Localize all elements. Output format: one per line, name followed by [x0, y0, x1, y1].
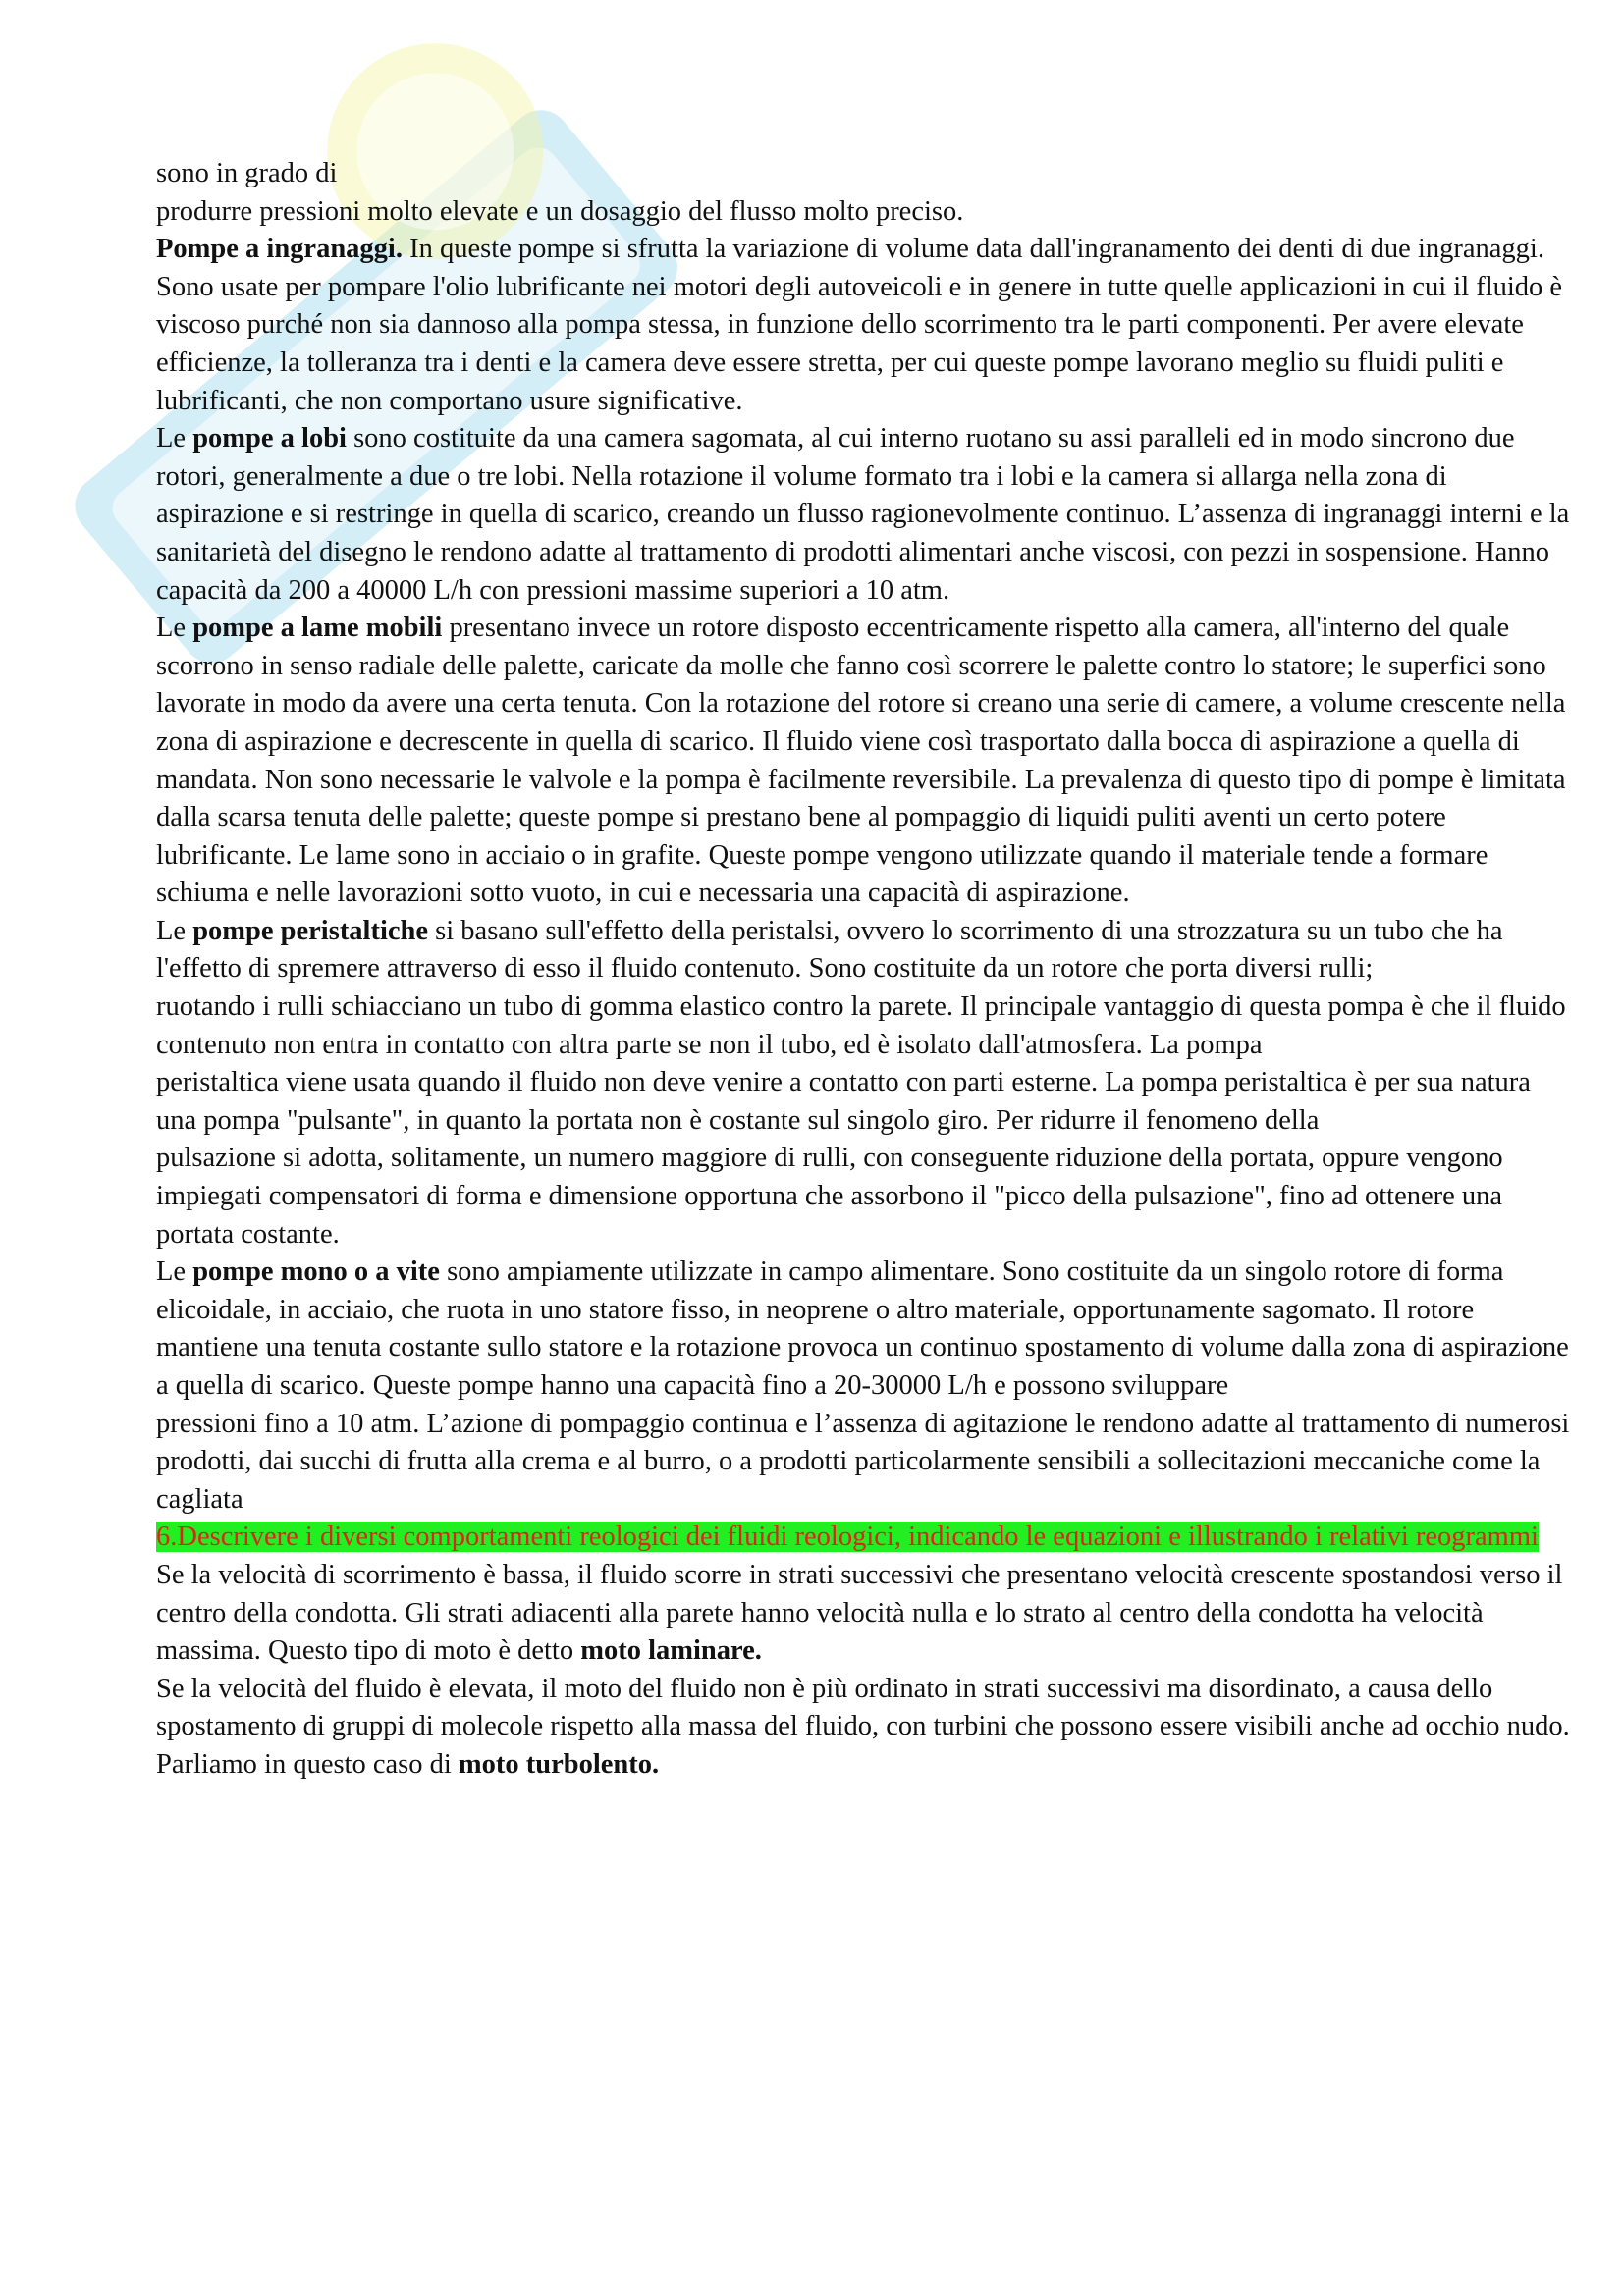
- prefix-vite: Le: [156, 1256, 193, 1288]
- text-laminare: Se la velocità di scorrimento è bassa, il fluido scorre in strati successivi che presentano velocità crescente spostandosi verso il centro della condotta. Gli strati adiacenti alla parete hanno velocità nulla e lo strato al centro della condotta ha velocità massima. Questo tipo di moto è detto: [156, 1559, 1563, 1667]
- term-peristaltiche: pompe peristaltiche: [192, 915, 429, 946]
- question-highlight: 6.Descrivere i diversi comportamenti reologici dei fluidi reologici, indicando le equazioni e illustrando i relativi reogrammi: [156, 1522, 1539, 1553]
- paragraph-turbolento: [156, 1671, 1570, 1785]
- paragraph-lame: [156, 610, 1570, 913]
- text-turbolento: Se la velocità del fluido è elevata, il moto del fluido non è più ordinato in strati successivi ma disordinato, a causa dello spostamento di gruppi di molecole rispetto alla massa del fluido, con turbini che possono essere visibili anche ad occhio nudo. Parliamo in questo caso di: [156, 1673, 1570, 1780]
- term-lobi: pompe a lobi: [192, 423, 347, 454]
- paragraph-vite-2: pressioni fino a 10 atm. L’azione di pompaggio continua e l’assenza di agitazione le rendono adatte al trattamento di numerosi prodotti, dai succhi di frutta alla crema e al burro, o a prodotti particolarmente sensibili a sollecitazioni meccaniche come la cagliata: [156, 1408, 1570, 1515]
- text-ingranaggi: In queste pompe si sfrutta la variazione di volume data dall'ingranamento dei denti di due ingranaggi. Sono usate per pompare l'olio lubrificante nei motori degli autoveicoli e in genere in tutte quelle applicazioni in cui il fluido è viscoso purché non sia dannoso alla pompa stessa, in funzione dello scorrimento tra le parti componenti. Per avere elevate efficienze, la tolleranza tra i denti e la camera deve essere stretta, per cui queste pompe lavorano meglio su fluidi puliti e lubrificanti, che non comportano usure significative.: [156, 234, 1563, 416]
- prefix-peristaltiche: Le: [156, 915, 193, 946]
- prefix-lame: Le: [156, 613, 193, 644]
- term-turbolento: moto turbolento.: [458, 1748, 660, 1780]
- heading-ingranaggi: Pompe a ingranaggi.: [156, 234, 403, 265]
- paragraph-peristaltiche-2: ruotando i rulli schiacciano un tubo di gomma elastico contro la parete. Il principale vantaggio di questa pompa è che il fluido contenuto non entra in contatto con altra parte se non il tubo, ed è isolato dall'atmosfera. La pompa: [156, 991, 1566, 1060]
- paragraph-lobi: [156, 420, 1570, 610]
- paragraph-vite: [156, 1254, 1570, 1405]
- paragraph-peristaltiche: [156, 913, 1570, 988]
- paragraph-peristaltiche-3: peristaltica viene usata quando il fluido non deve venire a contatto con parti esterne. La pompa peristaltica è per sua natura una pompa "pulsante", in quanto la portata non è costante sul singolo giro. Per ridurre il fenomeno della: [156, 1067, 1531, 1136]
- intro-line-2: produrre pressioni molto elevate e un dosaggio del flusso molto preciso.: [156, 195, 964, 227]
- term-laminare: moto laminare.: [580, 1635, 762, 1667]
- term-vite: pompe mono o a vite: [192, 1256, 440, 1288]
- text-vite: sono ampiamente utilizzate in campo alimentare. Sono costituite da un singolo rotore di forma elicoidale, in acciaio, che ruota in uno statore fisso, in neoprene o altro materiale, opportunamente sagomato. Il rotore mantiene una tenuta costante sullo statore e la rotazione provoca un continuo spostamento di volume dalla zona di aspirazione a quella di scarico. Queste pompe hanno una capacità fino a 20-30000 L/h e possono sviluppare: [156, 1256, 1569, 1401]
- question-heading: [156, 1519, 1570, 1557]
- intro-line-1: sono in grado di: [156, 158, 338, 188]
- document-page: [156, 155, 1570, 1785]
- paragraph-laminare: [156, 1557, 1570, 1671]
- text-peristaltiche: si basano sull'effetto della peristalsi, ovvero lo scorrimento di una strozzatura su un tubo che ha l'effetto di spremere attraverso di esso il fluido contenuto. Sono costituite da un rotore che porta diversi rulli;: [156, 915, 1503, 985]
- prefix-lobi: Le: [156, 423, 193, 454]
- text-lame: presentano invece un rotore disposto eccentricamente rispetto alla camera, all'interno del quale scorrono in senso radiale delle palette, caricate da molle che fanno così scorrere le palette contro lo statore; le superfici sono lavorate in modo da avere una certa tenuta. Con la rotazione del rotore si creano una serie di camere, a volume crescente nella zona di aspirazione e decrescente in quella di scarico. Il fluido viene così trasportato dalla bocca di aspirazione a quella di mandata. Non sono necessarie le valvole e la pompa è facilmente reversibile. La prevalenza di questo tipo di pompe è limitata dalla scarsa tenuta delle palette; queste pompe si prestano bene al pompaggio di liquidi puliti aventi un certo potere lubrificante. Le lame sono in acciaio o in grafite. Queste pompe vengono utilizzate quando il materiale tende a formare schiuma e nelle lavorazioni sotto vuoto, in cui e necessaria una capacità di aspirazione.: [156, 613, 1566, 909]
- text-lobi: sono costituite da una camera sagomata, al cui interno ruotano su assi paralleli ed in modo sincrono due rotori, generalmente a due o tre lobi. Nella rotazione il volume formato tra i lobi e la camera si allarga nella zona di aspirazione e si restringe in quella di scarico, creando un flusso ragionevolmente continuo. L’assenza di ingranaggi interni e la sanitarietà del disegno le rendono adatte al trattamento di prodotti alimentari anche viscosi, con pezzi in sospensione. Hanno capacità da 200 a 40000 L/h con pressioni massime superiori a 10 atm.: [156, 423, 1570, 606]
- paragraph-ingranaggi: [156, 231, 1570, 420]
- term-lame: pompe a lame mobili: [192, 613, 443, 644]
- paragraph-peristaltiche-4: pulsazione si adotta, solitamente, un numero maggiore di rulli, con conseguente riduzione della portata, oppure vengono impiegati compensatori di forma e dimensione opportuna che assorbono il "picco della pulsazione", fino ad ottenere una portata costante.: [156, 1143, 1503, 1250]
